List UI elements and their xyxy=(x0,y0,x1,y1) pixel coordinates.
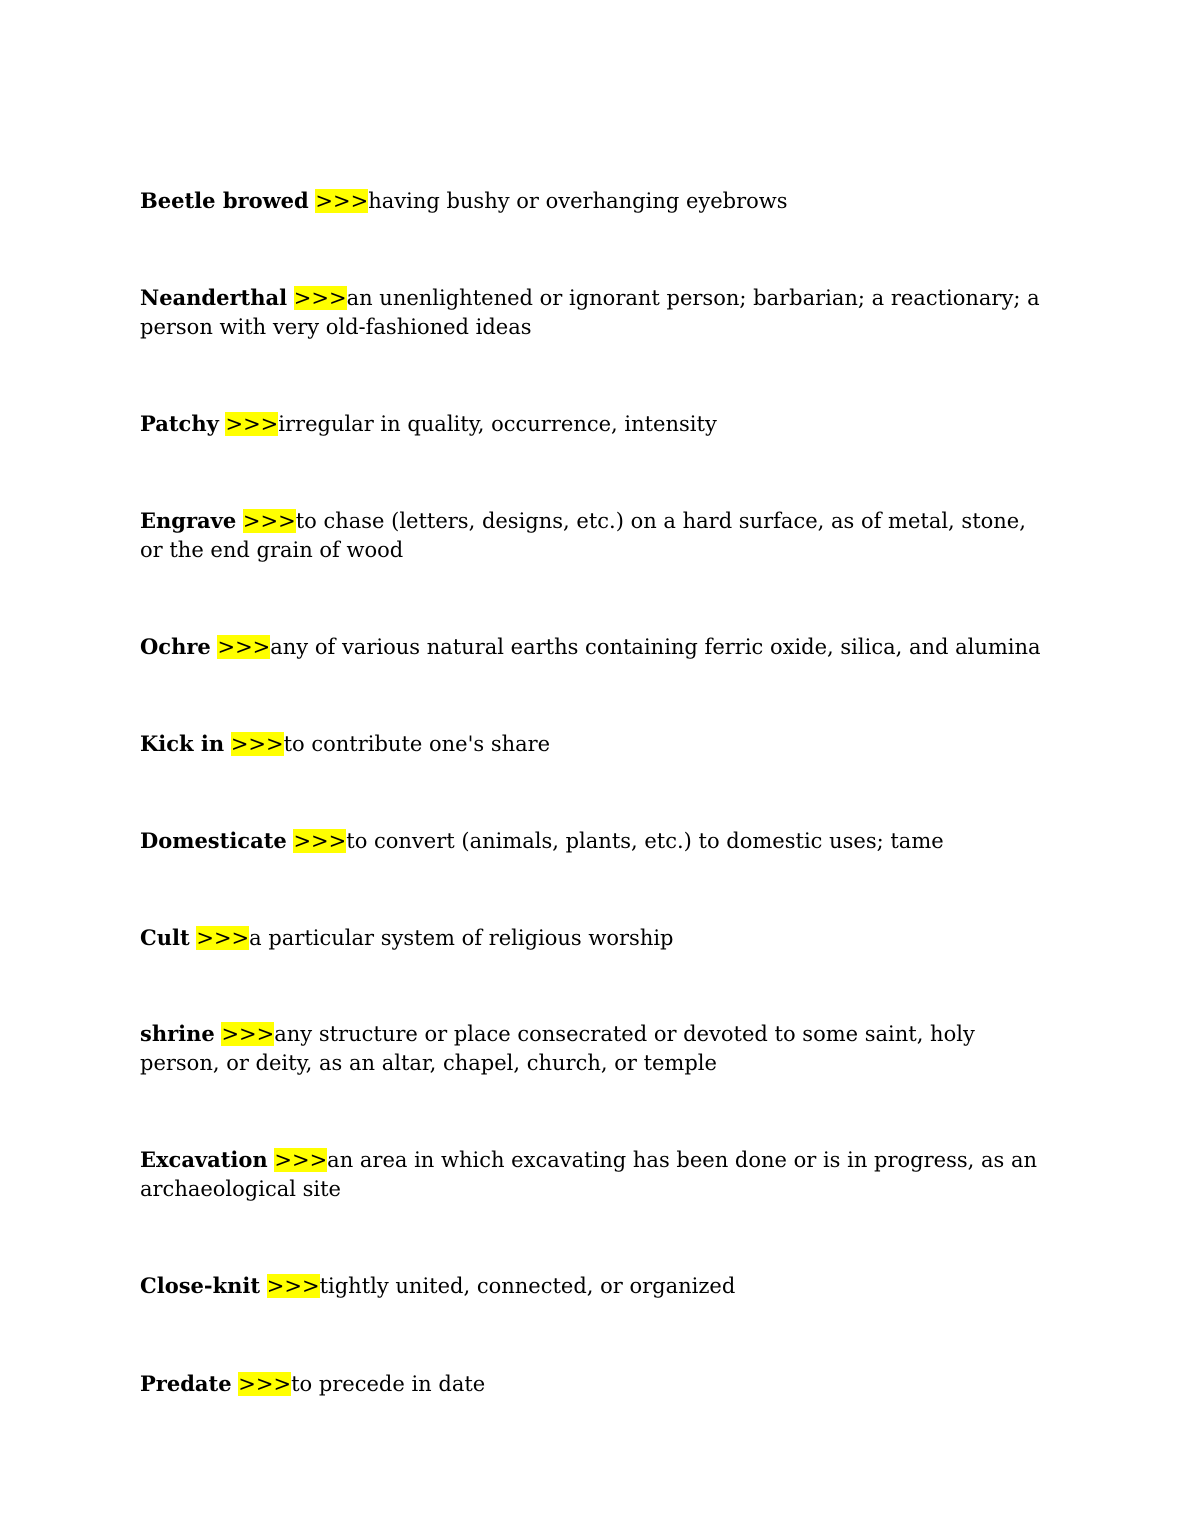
glossary-entry-excavation xyxy=(140,1145,1055,1204)
highlighted-separator: >>> xyxy=(293,829,347,853)
glossary-entry-close-knit xyxy=(140,1271,1055,1301)
glossary-entry-predate xyxy=(140,1369,1055,1399)
entry-definition: any of various natural earths containing ferric oxide, silica, and alumina xyxy=(270,635,1041,659)
highlighted-separator: >>> xyxy=(293,286,347,310)
entry-term: Domesticate xyxy=(140,828,287,853)
entry-definition: to precede in date xyxy=(291,1372,486,1396)
entry-term: Close-knit xyxy=(140,1273,261,1298)
glossary-entry-cult xyxy=(140,923,1055,953)
entry-term: Ochre xyxy=(140,634,211,659)
highlighted-separator: >>> xyxy=(238,1372,292,1396)
glossary-entry-beetle-browed xyxy=(140,186,1055,216)
highlighted-separator: >>> xyxy=(196,926,250,950)
glossary-entry-ochre xyxy=(140,632,1055,662)
entry-definition: an area in which excavating has been done or is in progress, as an archaeological site xyxy=(140,1148,1038,1201)
entry-definition: any structure or place consecrated or devoted to some saint, holy person, or deity, as an altar, chapel, church, or temple xyxy=(140,1022,975,1075)
entry-definition: to chase (letters, designs, etc.) on a hard surface, as of metal, stone, or the end grain of wood xyxy=(140,509,1026,562)
entry-term: Patchy xyxy=(140,411,219,436)
entry-term: Kick in xyxy=(140,731,225,756)
entry-definition: to convert (animals, plants, etc.) to domestic uses; tame xyxy=(346,829,944,853)
entry-definition: to contribute one's share xyxy=(283,732,551,756)
highlighted-separator: >>> xyxy=(221,1022,275,1046)
entry-term: Neanderthal xyxy=(140,285,288,310)
highlighted-separator: >>> xyxy=(242,509,296,533)
highlighted-separator: >>> xyxy=(225,412,279,436)
entry-term: shrine xyxy=(140,1021,215,1046)
highlighted-separator: >>> xyxy=(266,1274,320,1298)
entry-definition: tightly united, connected, or organized xyxy=(319,1274,736,1298)
glossary-entry-shrine xyxy=(140,1019,1055,1078)
entry-term: Engrave xyxy=(140,508,237,533)
entry-term: Predate xyxy=(140,1371,232,1396)
glossary-entry-neanderthal xyxy=(140,283,1055,342)
highlighted-separator: >>> xyxy=(274,1148,328,1172)
highlighted-separator: >>> xyxy=(230,732,284,756)
entry-definition: having bushy or overhanging eyebrows xyxy=(368,189,788,213)
entry-term: Beetle browed xyxy=(140,188,309,213)
glossary-entry-engrave xyxy=(140,506,1055,565)
glossary-entry-patchy xyxy=(140,409,1055,439)
entry-definition: irregular in quality, occurrence, intensity xyxy=(278,412,717,436)
entry-term: Cult xyxy=(140,925,190,950)
glossary-entry-domesticate xyxy=(140,826,1055,856)
glossary-entry-kick-in xyxy=(140,729,1055,759)
entry-term: Excavation xyxy=(140,1147,268,1172)
entry-definition: an unenlightened or ignorant person; barbarian; a reactionary; a person with very old-fashioned ideas xyxy=(140,286,1040,339)
highlighted-separator: >>> xyxy=(315,189,369,213)
highlighted-separator: >>> xyxy=(217,635,271,659)
entry-definition: a particular system of religious worship xyxy=(249,926,674,950)
